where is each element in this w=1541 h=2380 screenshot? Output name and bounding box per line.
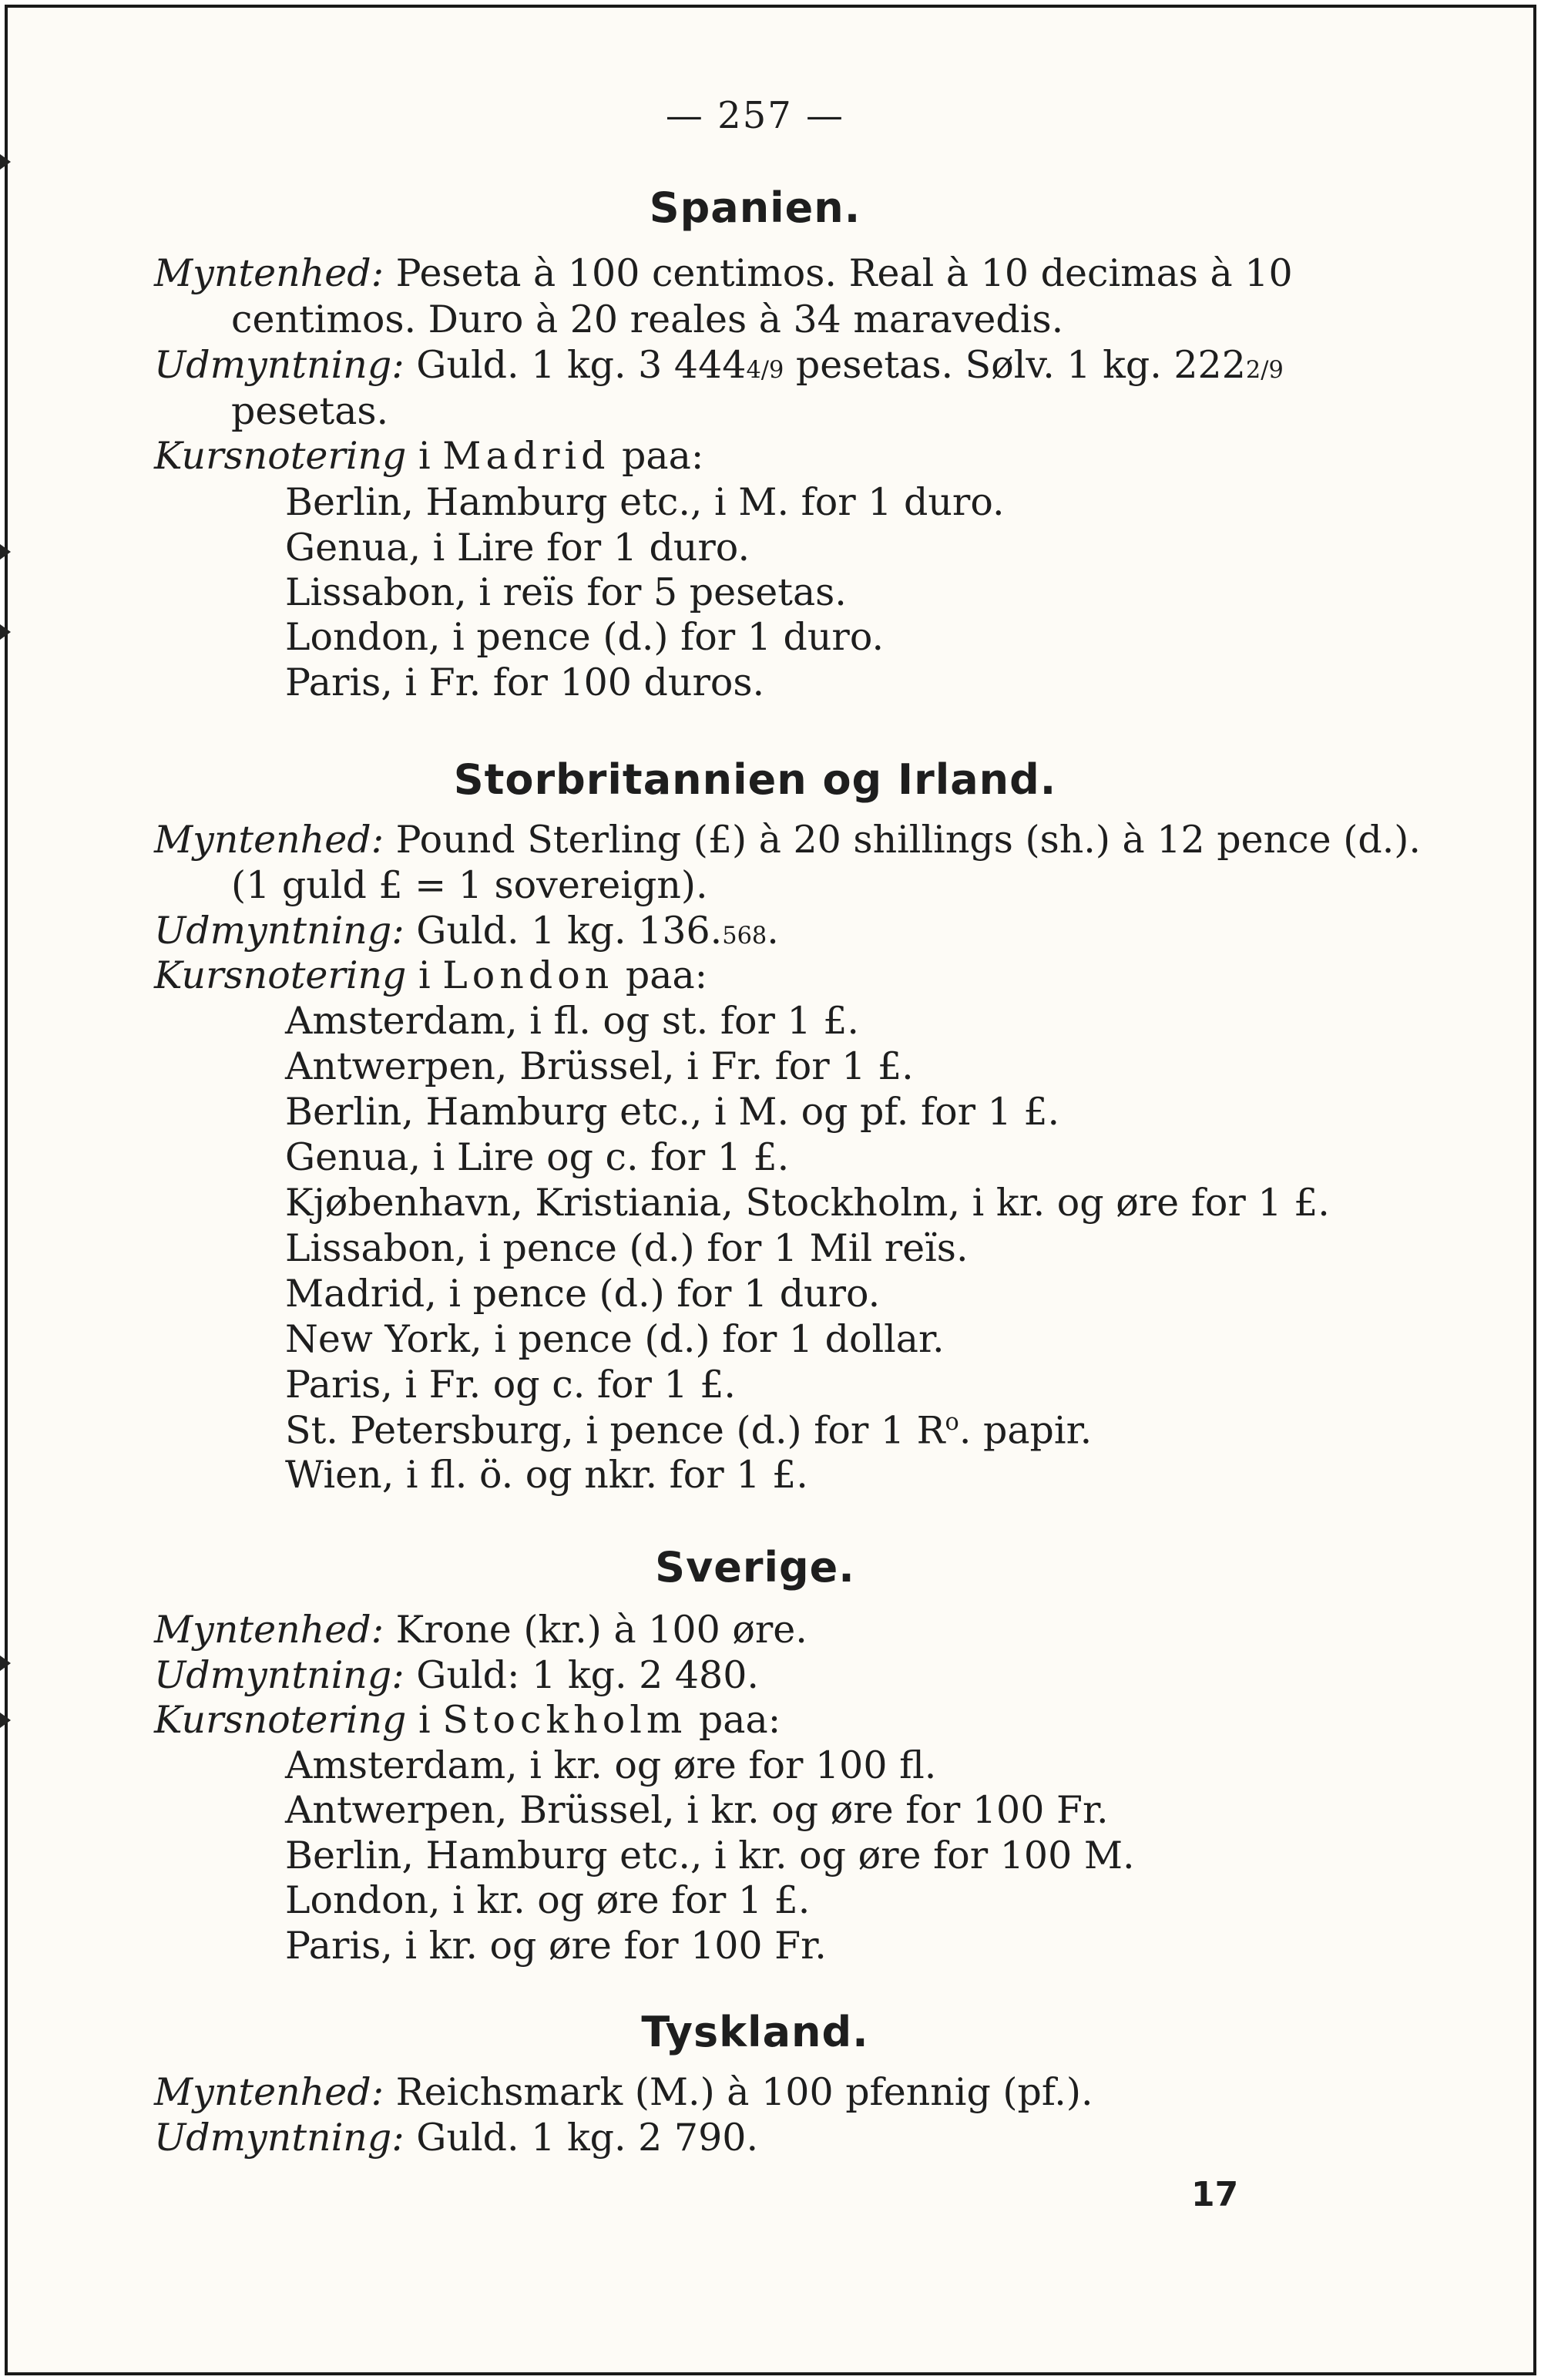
text-line: Paris, i Fr. for 100 duros.	[285, 661, 765, 704]
section-title-storbritannien: Storbritannien og Irland.	[453, 755, 1057, 804]
text-line: Kursnotering i Madrid paa:	[154, 434, 704, 478]
text-line: Genua, i Lire og c. for 1 £.	[285, 1135, 790, 1179]
text-line: Kursnotering i Stockholm paa:	[154, 1698, 781, 1742]
text-line: centimos. Duro à 20 reales à 34 maravedis.	[231, 298, 1064, 341]
text-line: New York, i pence (d.) for 1 dollar.	[285, 1317, 945, 1361]
text-line: (1 guld £ = 1 sovereign).	[231, 863, 708, 907]
text-line: Kjøbenhavn, Kristiania, Stockholm, i kr. og øre for 1 £.	[285, 1181, 1330, 1225]
text-line: Udmyntning: Guld. 1 kg. 2 790.	[154, 2116, 759, 2160]
text-line: Wien, i fl. ö. og nkr. for 1 £.	[285, 1453, 808, 1497]
text-line: pesetas.	[231, 389, 389, 433]
text-line: Myntenhed: Reichsmark (M.) à 100 pfennig (pf.).	[154, 2070, 1093, 2114]
signature-mark: 17	[1191, 2175, 1239, 2214]
text-line: St. Petersburg, i pence (d.) for 1 $R^o$. papir.	[285, 1408, 1093, 1453]
text-line: Udmyntning: Guld: 1 kg. 2 480.	[154, 1653, 759, 1697]
text-line: Berlin, Hamburg etc., i M. for 1 duro.	[285, 480, 1005, 524]
text-line: Lissabon, i reïs for 5 pesetas.	[285, 570, 847, 614]
text-line: Berlin, Hamburg etc., i M. og pf. for 1 £.	[285, 1090, 1060, 1134]
page-number: — 257 —	[665, 94, 845, 137]
text-line: Paris, i kr. og øre for 100 Fr.	[285, 1924, 827, 1968]
text-line: Udmyntning: Guld. 1 kg. 3 4444/9 pesetas. Sølv. 1 kg. 2222/9	[154, 343, 1284, 387]
text-line: Udmyntning: Guld. 1 kg. 136.568.	[154, 909, 779, 953]
text-line: Myntenhed: Peseta à 100 centimos. Real à 10 decimas à 10	[154, 251, 1293, 295]
text-line: Antwerpen, Brüssel, i kr. og øre for 100 Fr.	[285, 1788, 1109, 1832]
text-line: Antwerpen, Brüssel, i Fr. for 1 £.	[285, 1044, 914, 1088]
section-title-tyskland: Tyskland.	[641, 2008, 869, 2056]
text-line: Madrid, i pence (d.) for 1 duro.	[285, 1272, 881, 1316]
text-line: Kursnotering i London paa:	[154, 953, 708, 997]
section-title-spanien: Spanien.	[649, 183, 861, 232]
text-line: Berlin, Hamburg etc., i kr. og øre for 100 M.	[285, 1834, 1135, 1877]
text-line: Genua, i Lire for 1 duro.	[285, 526, 750, 570]
text-line: Paris, i Fr. og c. for 1 £.	[285, 1363, 736, 1407]
text-line: Myntenhed: Krone (kr.) à 100 øre.	[154, 1608, 807, 1652]
text-line: London, i kr. og øre for 1 £.	[285, 1878, 811, 1922]
text-line: London, i pence (d.) for 1 duro.	[285, 615, 885, 659]
text-line: Amsterdam, i kr. og øre for 100 fl.	[285, 1743, 937, 1787]
text-line: Myntenhed: Pound Sterling (£) à 20 shillings (sh.) à 12 pence (d.).	[154, 818, 1421, 862]
section-title-sverige: Sverige.	[655, 1543, 855, 1592]
text-line: Amsterdam, i fl. og st. for 1 £.	[285, 999, 859, 1043]
text-line: Lissabon, i pence (d.) for 1 Mil reïs.	[285, 1226, 969, 1270]
